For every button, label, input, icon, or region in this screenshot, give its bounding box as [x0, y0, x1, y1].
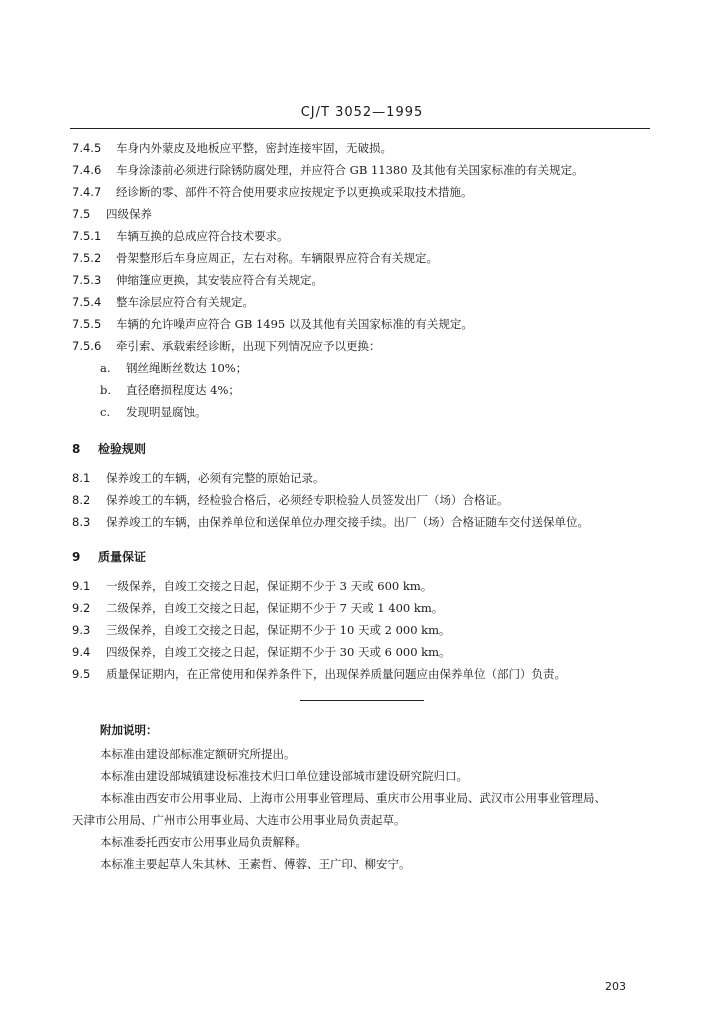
- clause-number: 9.4: [72, 645, 91, 659]
- section-9-heading: [72, 548, 146, 565]
- sub-item-text: 直径磨损程度达 4%；: [126, 383, 240, 397]
- clause-text: 车辆的允许噪声应符合 GB 1495 以及其他有关国家标准的有关规定。: [116, 317, 473, 331]
- clause-text: 骨架整形后车身应周正，左右对称。车辆限界应符合有关规定。: [116, 251, 438, 265]
- document-header: CJ/T 3052—1995: [300, 105, 424, 120]
- notes-line-3a: 本标准由西安市公用事业局、上海市公用事业管理局、重庆市公用事业局、武汉市公用事业管理局、: [100, 791, 606, 805]
- sub-item-letter: a.: [100, 361, 111, 375]
- clause-text: 一级保养，自竣工交接之日起，保证期不少于 3 天或 600 km。: [106, 579, 433, 593]
- clause-number: 8.3: [72, 515, 91, 529]
- sub-item-text: 钢丝绳断丝数达 10%；: [126, 361, 248, 375]
- clause-number: 7.4.7: [72, 185, 102, 199]
- clause-text: 伸缩篷应更换，其安装应符合有关规定。: [116, 273, 323, 287]
- notes-line-3b: 天津市公用局、广州市公用事业局、大连市公用事业局负责起草。: [72, 813, 406, 827]
- clause-text: 整车涂层应符合有关规定。: [116, 295, 254, 309]
- clause-number: 7.5: [72, 207, 91, 221]
- clause-7-4-7: [72, 184, 473, 200]
- clause-7-5-5: [72, 316, 473, 332]
- clause-number: 7.5.4: [72, 295, 102, 309]
- clause-text: 车身内外蒙皮及地板应平整，密封连接牢固，无破损。: [116, 141, 392, 155]
- clause-number: 7.5.1: [72, 229, 102, 243]
- clause-number: 9.5: [72, 667, 91, 681]
- sub-item-text: 发现明显腐蚀。: [126, 405, 207, 419]
- section-number: 8: [72, 442, 81, 456]
- section-title: 检验规则: [98, 442, 147, 456]
- clause-8-1: [72, 470, 325, 486]
- notes-line-2: 本标准由建设部城镇建设标准技术归口单位建设部城市建设研究院归口。: [100, 769, 468, 783]
- clause-7-4-6: [72, 162, 584, 178]
- clause-text: 经诊断的零、部件不符合使用要求应按规定予以更换或采取技术措施。: [116, 185, 473, 199]
- clause-9-4: [72, 644, 451, 660]
- clause-text: 保养竣工的车辆，必须有完整的原始记录。: [106, 471, 325, 485]
- page-number: 203: [605, 980, 626, 993]
- section-title: 质量保证: [98, 550, 147, 564]
- clause-text: 质量保证期内，在正常使用和保养条件下，出现保养质量问题应由保养单位（部门）负责。: [106, 667, 566, 681]
- clause-number: 7.5.6: [72, 339, 102, 353]
- section-number: 9: [72, 550, 81, 564]
- sub-item-a: [100, 360, 247, 376]
- clause-text: 牵引索、承载索经诊断，出现下列情况应予以更换：: [116, 339, 381, 353]
- clause-8-3: [72, 514, 589, 530]
- clause-7-5-1: [72, 228, 289, 244]
- clause-7-5: [72, 206, 152, 222]
- notes-line-4: 本标准委托西安市公用事业局负责解释。: [100, 835, 307, 849]
- sub-item-b: [100, 382, 240, 398]
- clause-7-5-4: [72, 294, 254, 310]
- clause-8-2: [72, 492, 509, 508]
- clause-text: 四级保养: [106, 207, 152, 221]
- clause-text: 二级保养，自竣工交接之日起，保证期不少于 7 天或 1 400 km。: [106, 601, 444, 615]
- clause-number: 9.1: [72, 579, 91, 593]
- clause-7-5-3: [72, 272, 323, 288]
- notes-line-1: 本标准由建设部标准定额研究所提出。: [100, 747, 296, 761]
- sub-item-letter: c.: [100, 405, 111, 419]
- notes-line-5: 本标准主要起草人朱其林、王素哲、傅蓉、王广印、柳安宁。: [100, 857, 411, 871]
- clause-text: 车辆互换的总成应符合技术要求。: [116, 229, 289, 243]
- clause-text: 车身涂漆前必须进行除锈防腐处理，并应符合 GB 11380 及其他有关国家标准的有关规定。: [116, 163, 584, 177]
- clause-number: 7.5.2: [72, 251, 102, 265]
- clause-9-5: [72, 666, 566, 682]
- sub-item-c: [100, 404, 207, 420]
- sub-item-letter: b.: [100, 383, 112, 397]
- clause-9-2: [72, 600, 443, 616]
- notes-title: 附加说明：: [100, 723, 158, 737]
- clause-number: 8.1: [72, 471, 91, 485]
- clause-number: 7.4.5: [72, 141, 102, 155]
- clause-7-5-6: [72, 338, 381, 354]
- clause-number: 7.5.3: [72, 273, 102, 287]
- clause-number: 9.3: [72, 623, 91, 637]
- clause-7-5-2: [72, 250, 438, 266]
- clause-9-1: [72, 578, 432, 594]
- end-divider: [300, 700, 424, 701]
- section-8-heading: [72, 440, 146, 457]
- clause-9-3: [72, 622, 451, 638]
- header-rule: [70, 128, 650, 129]
- clause-number: 8.2: [72, 493, 91, 507]
- clause-text: 保养竣工的车辆，由保养单位和送保单位办理交接手续。出厂（场）合格证随车交付送保单位。: [106, 515, 589, 529]
- clause-7-4-5: [72, 140, 392, 156]
- clause-text: 四级保养，自竣工交接之日起，保证期不少于 30 天或 6 000 km。: [106, 645, 451, 659]
- clause-number: 9.2: [72, 601, 91, 615]
- clause-text: 保养竣工的车辆，经检验合格后，必须经专职检验人员签发出厂（场）合格证。: [106, 493, 509, 507]
- clause-number: 7.5.5: [72, 317, 102, 331]
- clause-number: 7.4.6: [72, 163, 102, 177]
- clause-text: 三级保养，自竣工交接之日起，保证期不少于 10 天或 2 000 km。: [106, 623, 451, 637]
